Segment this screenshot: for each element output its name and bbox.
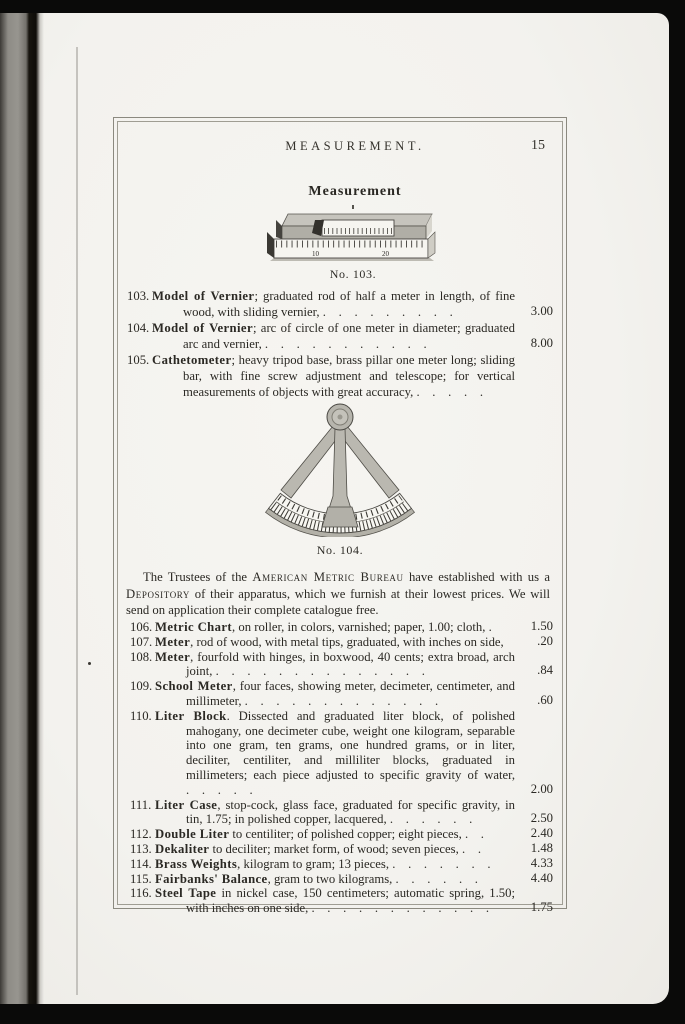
depository-smallcaps: Depository <box>126 586 191 601</box>
item-number: 112. <box>130 827 152 842</box>
catalog-item <box>130 827 553 842</box>
item-price: 2.00 <box>530 781 553 796</box>
item-name: Dekaliter <box>155 841 210 856</box>
item-description: , on roller, in colors, varnished; paper, 1.00; cloth, . <box>232 620 492 634</box>
catalog-item <box>130 857 553 872</box>
intro-text: of their apparatus, which we furnish at their lowest prices. We will send on application their complete catalogue free. <box>126 586 550 617</box>
item-number: 104. <box>127 321 150 335</box>
scale-label-10: 10 <box>312 250 319 258</box>
scale-label-20: 20 <box>382 250 389 258</box>
item-description: in nickel case, 150 centimeters; automatic spring, 1.50; with inches on one side, . . . . . . . . . . . . <box>186 886 515 916</box>
item-description: ; arc of circle of one meter in diameter; graduated arc and vernier, . . . . . . . . . . . <box>183 321 515 351</box>
item-number: 114. <box>130 856 152 871</box>
catalog-item <box>130 709 553 798</box>
item-number: 113. <box>130 841 152 856</box>
vernier-arc-figure <box>243 401 437 537</box>
catalog-list-lower <box>130 620 553 916</box>
book-spine-shadow <box>0 13 44 1004</box>
catalog-list-upper <box>127 288 553 400</box>
item-description: to deciliter; market form, of wood; seven pieces, . . <box>209 841 481 856</box>
item-number: 110. <box>130 708 152 723</box>
printer-mark <box>352 205 354 209</box>
ink-speck <box>88 662 91 665</box>
item-description: , stop-cock, glass face, graduated for specific gravity, in tin, 1.75; in polished copper, lacquered, . . . . . . <box>186 797 515 827</box>
catalog-item <box>130 679 553 709</box>
item-name: Brass Weights <box>155 856 238 871</box>
item-description: , gram to two kilograms, . . . . . . <box>267 871 478 886</box>
page-paper <box>0 13 669 1004</box>
item-name: Metric Chart <box>155 620 233 634</box>
item-name: Double Liter <box>155 827 230 842</box>
item-price: 4.33 <box>530 855 553 870</box>
catalog-item <box>130 798 553 828</box>
item-number: 106. <box>130 620 153 634</box>
item-number: 103. <box>127 289 150 303</box>
item-name: Fairbanks' Balance <box>155 871 268 886</box>
item-price: 2.50 <box>530 811 553 826</box>
catalog-item <box>130 635 553 650</box>
catalog-item <box>127 288 553 320</box>
item-description: , fourfold with hinges, in boxwood, 40 cents; extra broad, arch joint, . . . . . . . . . . . . . . <box>186 649 515 679</box>
item-description: . Dissected and graduated liter block, of polished mahogany, one decimeter cube, weight one kilogram, separable into one gram, ten grams, one hundred grams, or in liter, deciliter, centiliter, and milliliter blocks, graduated in millimeters; each piece adjusted to specific gravity of water, . . . . . <box>186 708 515 797</box>
item-name: Model of Vernier <box>152 321 253 335</box>
item-price: .84 <box>537 663 553 678</box>
item-price: 4.40 <box>530 870 553 885</box>
catalog-item <box>130 886 553 916</box>
item-name: Meter <box>155 634 191 649</box>
item-name: Meter <box>155 649 191 664</box>
catalog-item <box>130 872 553 887</box>
item-description: ; heavy tripod base, brass pillar one meter long; sliding bar, with fine screw adjustment and telescope; for vertical measurements of objects with great accuracy, . . . . . <box>183 353 515 399</box>
underlying-page-edge <box>76 47 78 995</box>
intro-text: The Trustees of the <box>143 570 253 584</box>
item-number: 116. <box>130 886 152 901</box>
item-name: Steel Tape <box>155 886 217 901</box>
item-number: 111. <box>130 797 152 812</box>
item-price: 1.50 <box>530 619 553 633</box>
item-price: 1.48 <box>530 840 553 855</box>
figure-caption-104: No. 104. <box>316 543 364 557</box>
catalog-item <box>127 320 553 352</box>
item-price: 8.00 <box>530 336 553 350</box>
intro-text: have established with us a <box>403 570 551 584</box>
item-number: 107. <box>130 634 153 649</box>
item-description: ; graduated rod of half a meter in length, of fine wood, with sliding vernier, . . . . . . . . . <box>183 289 516 319</box>
american-metric-bureau-smallcaps: American Metric Bureau <box>252 570 404 584</box>
vernier-model-figure <box>260 211 446 263</box>
running-head: MEASUREMENT. <box>285 139 425 153</box>
item-number: 108. <box>130 649 153 664</box>
figure-caption-103: No. 103. <box>329 267 377 281</box>
item-description: , four faces, showing meter, decimeter, centimeter, and millimeter, . . . . . . . . . . . . . <box>186 679 515 708</box>
item-price: 2.40 <box>530 826 553 841</box>
catalog-item <box>130 650 553 680</box>
item-name: Liter Case <box>155 797 218 812</box>
item-name: School Meter <box>155 679 233 694</box>
item-price: 3.00 <box>530 304 553 318</box>
item-name: Liter Block <box>155 708 227 723</box>
item-name: Model of Vernier <box>152 289 255 303</box>
item-price: .20 <box>537 633 553 648</box>
page-number: 15 <box>531 138 545 153</box>
item-description: , kilogram to gram; 13 pieces, . . . . . . . <box>237 856 491 871</box>
intro-paragraph <box>126 569 550 619</box>
catalog-item <box>130 842 553 857</box>
item-description: , rod of wood, with metal tips, graduated, with inches on side, <box>190 634 504 649</box>
catalog-item <box>130 620 553 635</box>
item-price: 1.75 <box>530 900 553 915</box>
item-number: 105. <box>127 353 150 367</box>
item-number: 115. <box>130 871 152 886</box>
item-price: .60 <box>537 692 553 707</box>
catalog-item <box>127 352 553 400</box>
section-title: Measurement <box>308 184 402 199</box>
item-name: Cathetometer <box>152 353 232 367</box>
item-number: 109. <box>130 679 153 694</box>
item-description: to centiliter; of polished copper; eight pieces, . . <box>229 827 484 842</box>
